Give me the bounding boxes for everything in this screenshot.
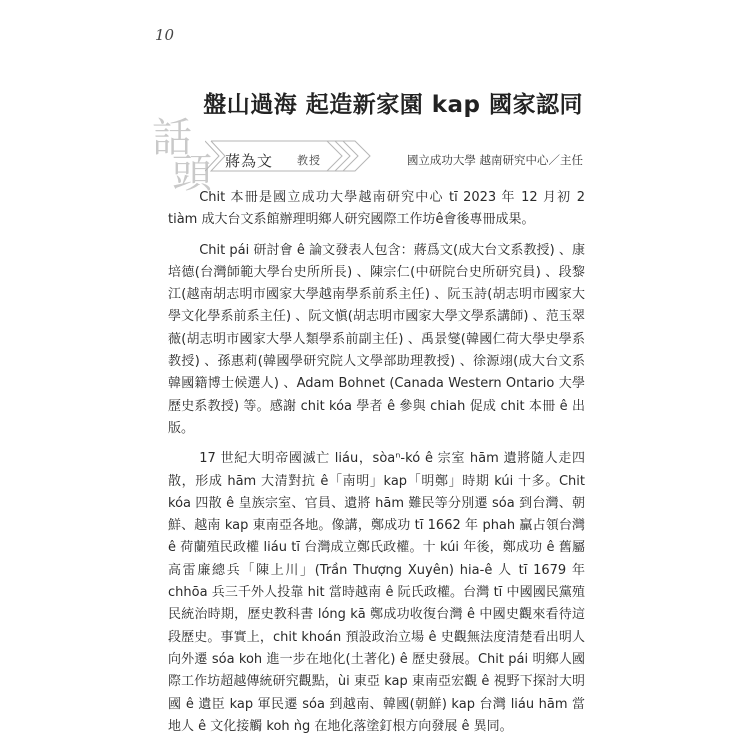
page-number: 10 <box>155 26 175 44</box>
paragraph: 17 世紀大明帝國滅亡 liáu，sòaⁿ-kó ê 宗室 hām 遺將隨人走四散，形成 hām 大清對抗 ê「南明」kap「明鄭」時期 kúi 十多。Chit kóa 四散 ê 皇族宗室、官員、遺將 hām 難民等分別遷 sóa 到台灣、朝鮮、越南 kap 東南亞各地。像講，鄭成功 tī 1662 年 phah 贏占領台灣 ê 荷蘭殖民政權 liáu tī 台灣成立鄭氏政權。十 kúi 年後，鄭成功 ê 舊屬高雷廉總兵「陳上川」(Trần Thượng Xuyên) hia-ê 人 tī 1679 年 chhōa 兵三千外人投靠 hit 當時越南 ê 阮氏政權。台灣 tī 中國國民黨殖民統治時期，歷史教科書 lóng kā 鄭成功收復台灣 ê 中國史觀來看待這段歷史。事實上，chit khoán 預設政治立場 ê 史觀無法度清楚看出明人向外遷 sóa koh 進一步在地化(土著化) ê 歷史發展。Chit pái 明鄉人國際工作坊超越傳統研究觀點，ùi 東亞 kap 東南亞宏觀 ê 視野下探討大明國 ê 遺臣 kap 軍民遷 sóa 到越南、韓國(朝鮮) kap 台灣 liáu hām 當地人 ê 文化接觸 koh ǹg 在地化落塗釘根方向發展 ê 異同。 <box>168 451 585 734</box>
page-title: 盤山過海 起造新家園 kap 國家認同 <box>203 92 583 118</box>
author-role: 教授 <box>297 154 321 167</box>
author-affiliation: 國立成功大學 越南研究中心／主任 <box>406 153 583 167</box>
section-label-char-2: 頭 <box>172 151 212 197</box>
paragraph: Chit 本冊是國立成功大學越南研究中心 tī 2023 年 12 月初 2 tiàm 成大台文系館辦理明鄉人研究國際工作坊ê會後專冊成果。 <box>168 190 585 228</box>
body-text <box>168 187 585 746</box>
section-label <box>152 115 212 197</box>
section-label-char-1: 話 <box>152 115 192 161</box>
author-name: 蔣為文 <box>225 152 274 170</box>
paragraph: Chit pái 研討會 ê 論文發表人包含：蔣爲文(成大台文系教授) 、康培德(台灣師範大學台史所所長) 、陳宗仁(中研院台史所研究員) 、段黎江(越南胡志明市國家大學越南學系前系主任) 、阮玉詩(胡志明市國家大學文化學系前系主任) 、阮文愼(胡志明市國家大學文學系講師) 、范玉翠薇(胡志明市國家大學人類學系前副主任) 、禹景燮(韓國仁荷大學史學系教授) 、孫惠莉(韓國學研究院人文學部助理教授) 、徐源翊(成大台文系韓國籍博士候選人) 、Adam Bohnet (Canada Western Ontario 大學歷史系教授) 等。感謝 chit kóa 學者 ê 參與 chiah 促成 chit 本冊 ê 出版。 <box>168 242 585 436</box>
